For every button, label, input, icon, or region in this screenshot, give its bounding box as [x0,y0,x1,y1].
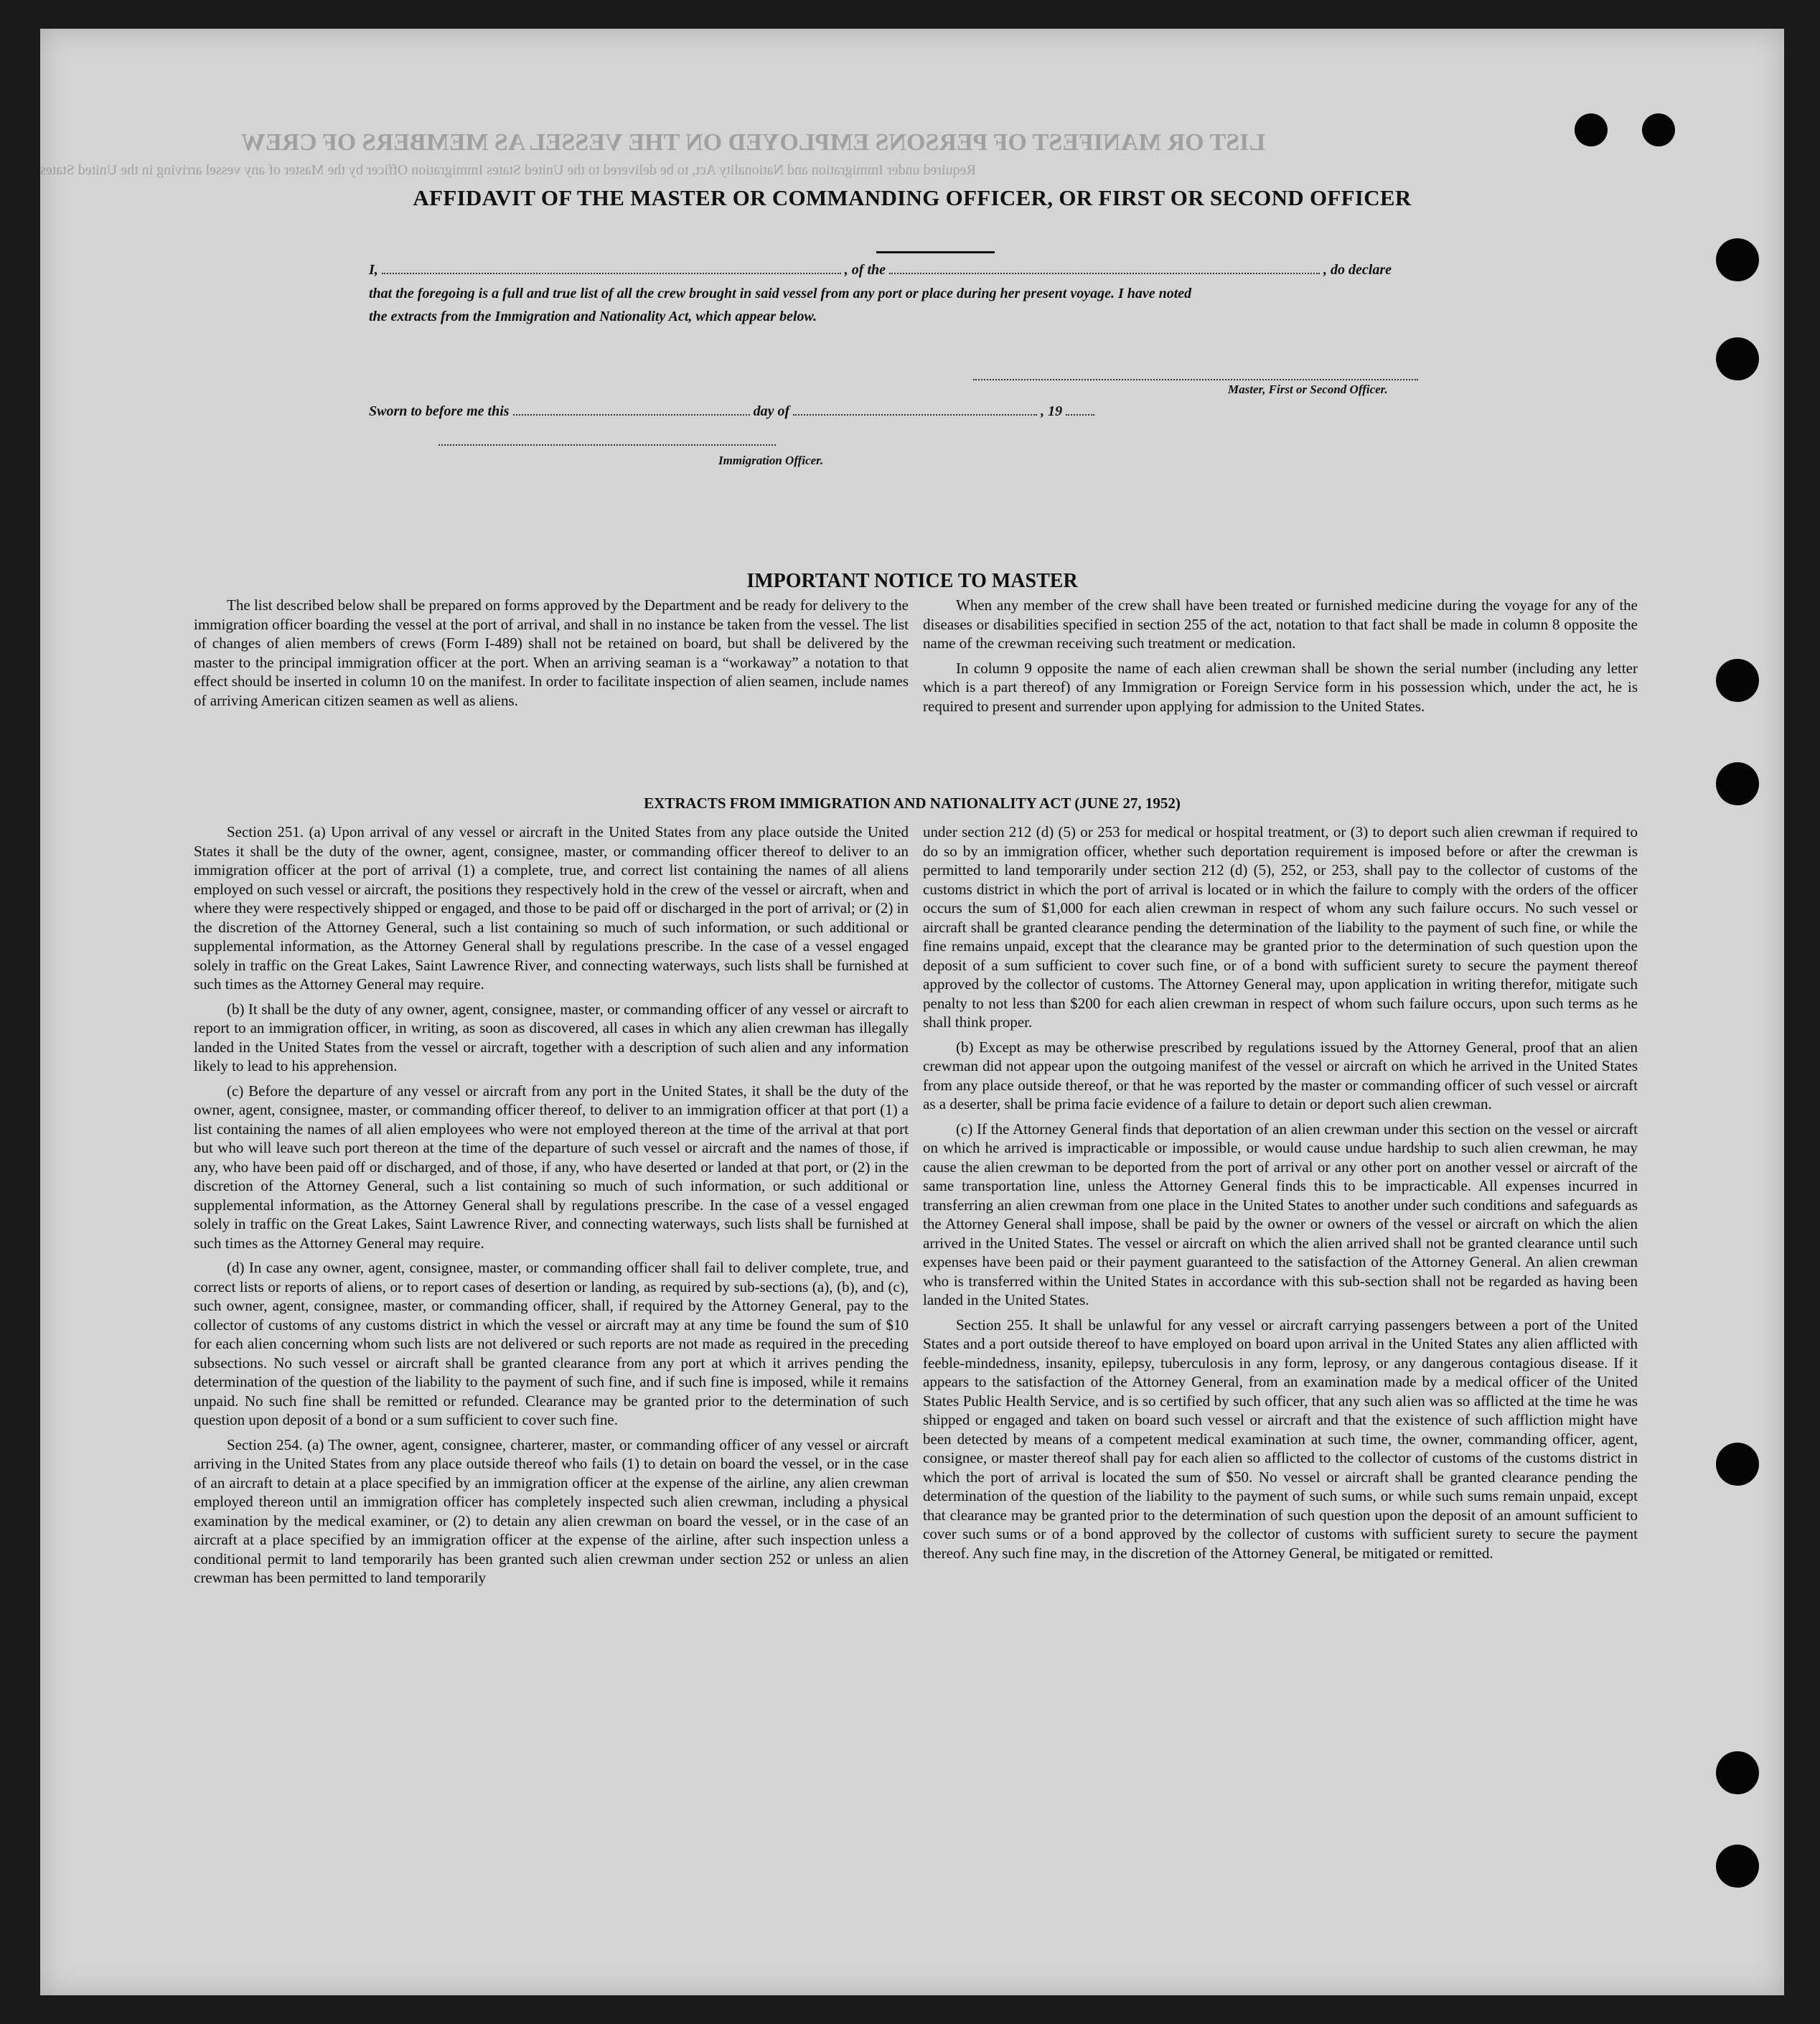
section-254c: (c) If the Attorney General finds that deportation of an alien crewman under this section on the vessel or aircraft on which he arrived is impracticable or impossible, or would cause undue hardship to such alien crewman, he may cause the alien crewman to be deported from the port of arrival or any other port on another vessel or aircraft of the same transportation line, unless the Attorney General finds this to be impracticable. All expenses incurred in transferring an alien crewman from one place in the United States to another under such conditions and safeguards as the Attorney General shall impose, shall be paid by the owner or owners of the vessel or aircraft on which the alien arrived in the United States. The vessel or aircraft on which the alien arrived shall not be granted clearance until such expenses have been paid or their payment guaranteed to the satisfaction of the Attorney General. An alien crewman who is transferred within the United States in accordance with this sub-section shall not be regarded as having been landed in the United States. [923,1120,1638,1308]
punch-hole [1575,113,1608,146]
section-254a-continued: under section 212 (d) (5) or 253 for medical or hospital treatment, or (3) to deport such alien crewman if required to do so by an immigration officer, whether such deportation requirement is imposed before or after the crewman is permitted to land temporarily under section 212 (d) (5), 252, or 253, shall pay to the collector of customs of the customs district in which the port of arrival is located or in which the failure to comply with the orders of the officer occurs the sum of $1,000 for each alien crewman in respect of whom any such failure occurs. No such vessel or aircraft shall be granted clearance pending the determination of the liability to the payment of such fine, or while the fine remains unpaid, except that the clearance may be granted prior to the determination of such question upon the deposit of a sum sufficient to cover such fine, or of a bond with sufficient surety to secure the payment thereof approved by the collector of customs. The Attorney General may, upon application in writing therefor, mitigate such penalty to not less than $200 for each alien crewman in respect of whom such failure occurs, upon such terms as he shall think proper. [923,823,1638,1031]
day-of-label: day of [753,403,790,419]
bleed-through-subheader: Required under Immigration and Nationality Act, to be delivered to the United States Immigration Officer by the Master of any vessel arriving in the United States [40,162,976,178]
vessel-label: , of the [844,262,886,278]
sworn-label: Sworn to before me this [369,403,510,419]
punch-hole [1716,659,1759,702]
document-page [40,29,1784,1995]
section-251a: Section 251. (a) Upon arrival of any vessel or aircraft in the United States from any place outside the United States it shall be the duty of the owner, agent, consignee, master, or commanding officer thereof to deliver to an immigration officer at the port of arrival (1) a complete, true, and correct list containing the names of all aliens employed on such vessel or aircraft, the positions they respectively hold in the crew of the vessel or aircraft, when and where they were respectively shipped or engaged, and those to be paid off or discharged in the port of arrival; or (2) in the discretion of the Attorney General, such a list containing so much of such information, or such additional or supplemental information, as the Attorney General shall by regulations prescribe. In the case of a vessel engaged solely in traffic on the Great Lakes, Saint Lawrence River, and connecting waterways, such lists shall be furnished at such times as the Attorney General may require. [194,823,909,993]
extracts-right-column [923,823,1638,1568]
bleed-through-header: LIST OR MANIFEST OF PERSONS EMPLOYED ON THE VESSEL AS MEMBERS OF CREW [241,129,1266,156]
declaration-line-1 [369,262,1392,278]
punch-hole [1716,1443,1759,1486]
section-254b: (b) Except as may be otherwise prescribed by regulations issued by the Attorney General, proof that an alien crewman did not appear upon the outgoing manifest of the vessel or aircraft on which he arrived in the United States from any place outside thereof, or that he was reported by the master or commanding officer of such vessel or aircraft as a deserter, shall be prima facie evidence of a failure to detain or deport such alien crewman. [923,1038,1638,1112]
sworn-line [369,403,1094,420]
declarant-label: I, [369,262,378,278]
notice-paragraph: When any member of the crew shall have been treated or furnished medicine during the voyage for any of the diseases or disabilities specified in section 255 of the act, notation to that fact shall be made in column 8 opposite the name of the crewman receiving such treatment or medication. [923,596,1638,652]
declarant-name-field[interactable] [382,263,841,274]
declaration-line-3: the extracts from the Immigration and Nationality Act, which appear below. [369,309,817,324]
notice-left-column [194,596,909,716]
year-label: , 19 [1041,403,1063,419]
vessel-name-field[interactable] [889,263,1320,274]
sworn-month-field[interactable] [793,404,1037,416]
title-rule [876,251,995,253]
declaration-line-2: that the foregoing is a full and true list of all the crew brought in said vessel from any port or place during her present voyage. I have noted [369,286,1192,301]
section-251d: (d) In case any owner, agent, consignee, master, or commanding officer shall fail to deliver complete, true, and correct lists or reports of aliens, or to report cases of desertion or landing, as required by sub-sections (a), (b), and (c), such owner, agent, consignee, master, or commanding officer, shall, if required by the Attorney General, pay to the collector of customs of any customs district in which the vessel or aircraft may at any time be found the sum of $10 for each alien concerning whom such lists are not delivered or such reports are not made as required in the preceding subsections. No such vessel or aircraft shall be granted clearance from any port at which it arrives pending the determination of the question of the liability to the payment of such fine, and if such fine is imposed, while it remains unpaid. No such fine shall be remitted or refunded. Clearance may be granted prior to the determination of such question upon deposit of a bond or a sum sufficient to cover such fine. [194,1259,909,1428]
immigration-officer-label: Immigration Officer. [718,454,824,467]
punch-hole [1716,762,1759,805]
master-signature-label: Master, First or Second Officer. [1228,383,1388,396]
section-251b: (b) It shall be the duty of any owner, agent, consignee, master, or commanding officer of any vessel or aircraft to report to an immigration officer, in writing, as soon as discovered, all cases in which any alien crewman has illegally landed in the United States from the vessel or aircraft, together with a description of such alien and any information likely to lead to his apprehension. [194,1000,909,1074]
extracts-title: EXTRACTS FROM IMMIGRATION AND NATIONALITY ACT (JUNE 27, 1952) [644,795,1181,812]
sworn-year-field[interactable] [1066,404,1094,416]
sworn-date-field[interactable] [513,404,750,416]
extracts-left-column [194,823,909,1593]
declare-label: , do declare [1323,262,1392,278]
punch-hole [1716,337,1759,380]
affidavit-title: AFFIDAVIT OF THE MASTER OR COMMANDING OFFICER, OR FIRST OR SECOND OFFICER [413,185,1412,210]
notice-right-column [923,596,1638,721]
notice-title: IMPORTANT NOTICE TO MASTER [746,570,1078,592]
master-signature-line[interactable] [973,369,1418,384]
punch-hole [1642,113,1675,146]
punch-hole [1716,1845,1759,1888]
immigration-officer-signature-line[interactable] [438,434,776,449]
notice-paragraph: In column 9 opposite the name of each alien crewman shall be shown the serial number (including any letter which is a part thereof) of any Immigration or Foreign Service form in his possession which, under the act, he is required to present and surrender upon applying for admission to the United States. [923,659,1638,715]
punch-hole [1716,1751,1759,1794]
section-254a: Section 254. (a) The owner, agent, consignee, charterer, master, or commanding officer of any vessel or aircraft arriving in the United States from any place outside thereof who fails (1) to detain on board the vessel, or in the case of an aircraft to detain at a place specified by an immigration officer at the expense of the airline, any alien crewman employed thereon until an immigration officer has completely inspected such alien crewman, including a physical examination by the medical examiner, or (2) to detain any alien crewman on board the vessel, or in the case of an aircraft at a place specified by an immigration officer at the expense of the airline, after such inspection unless a conditional permit to land temporarily has been granted such alien crewman under section 252 or unless an alien crewman has been permitted to land temporarily [194,1435,909,1586]
punch-hole [1716,238,1759,281]
notice-paragraph: The list described below shall be prepared on forms approved by the Department and be ready for delivery to the immigration officer boarding the vessel at the port of arrival, and shall in no instance be taken from the vessel. The list of changes of alien members of crews (Form I-489) shall not be retained on board, but shall be delivered by the master to the principal immigration officer at the port. When an arriving seaman is a “workaway” a notation to that effect should be inserted in column 10 on the manifest. In order to facilitate inspection of alien seamen, include names of arriving American citizen seamen as well as aliens. [194,596,909,709]
section-251c: (c) Before the departure of any vessel or aircraft from any port in the United States, it shall be the duty of the owner, agent, consignee, master, or commanding officer thereof, to deliver to an immigration officer at that port (1) a list containing the names of all alien employees who were not employed thereon at the time of the arrival at that port but who will leave such port thereon at the time of the departure of such vessel or aircraft and the names of those, if any, who have been paid off or discharged, and of those, if any, who have deserted or landed at that port, or (2) in the discretion of the Attorney General, such a list containing so much of such information, or such additional or supplemental information, as the Attorney General shall by regulations prescribe. In the case of a vessel engaged solely in traffic on the Great Lakes, Saint Lawrence River, and connecting waterways, such lists shall be furnished at such times as the Attorney General may require. [194,1082,909,1252]
section-255: Section 255. It shall be unlawful for any vessel or aircraft carrying passengers between a port of the United States and a port outside thereof to have employed on board upon arrival in the United States any alien afflicted with feeble-mindedness, insanity, epilepsy, tuberculosis in any form, leprosy, or any dangerous contagious disease. If it appears to the satisfaction of the Attorney General, from an examination made by a medical officer of the United States Public Health Service, and is so certified by such officer, that any such alien was so afflicted at the time he was shipped or engaged and taken on board such vessel or aircraft and that the existence of such affliction might have been detected by means of a competent medical examination at such time, the owner, commanding officer, agent, consignee, or master thereof shall pay for each alien so afflicted to the collector of customs of the customs district in which the port of arrival is located the sum of $50. No vessel or aircraft shall be granted clearance pending the determination of the question of the liability to the payment of such sums, or while such sums remain unpaid, except that clearance may be granted prior to the determination of such question upon the deposit of an amount sufficient to cover such sums or of a bond approved by the collector of customs with sufficient surety to secure the payment thereof. Any such fine may, in the discretion of the Attorney General, be mitigated or remitted. [923,1316,1638,1562]
